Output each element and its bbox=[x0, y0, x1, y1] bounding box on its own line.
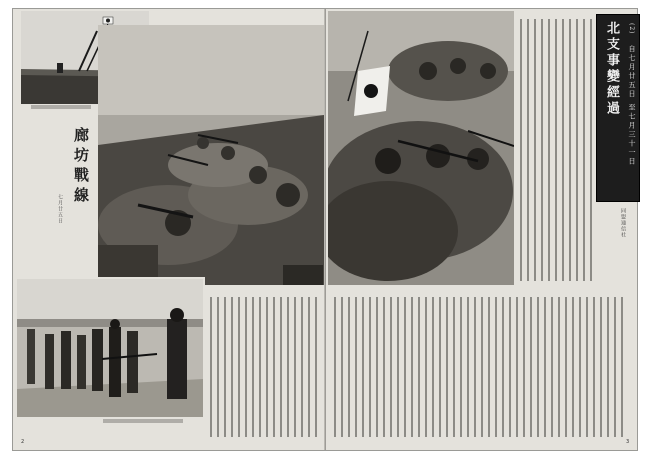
soldiers-group-photo bbox=[15, 277, 205, 419]
right-page-top-text bbox=[516, 13, 596, 285]
main-trench-photo-right bbox=[328, 11, 514, 285]
rooftop-photo-caption bbox=[31, 105, 91, 109]
trench-photo-right-graphic bbox=[328, 11, 514, 285]
article-date-range: 自七月廿五日 至七月三十一日 bbox=[628, 45, 636, 167]
trench-photo-left-graphic bbox=[98, 25, 324, 285]
left-page bbox=[13, 9, 326, 450]
main-trench-photo-left bbox=[98, 25, 324, 285]
battlefront-heading: 廊坊戰線 bbox=[72, 127, 90, 207]
left-page-text bbox=[206, 291, 321, 441]
article-byline: 同盟通信社 bbox=[620, 208, 626, 238]
right-page-bottom-text bbox=[330, 291, 632, 441]
right-page-number: 3 bbox=[626, 439, 630, 445]
soldiers-photo-caption bbox=[103, 419, 183, 423]
article-title-box bbox=[596, 14, 640, 202]
soldiers-group-photo-graphic bbox=[17, 279, 203, 417]
right-page bbox=[326, 9, 637, 450]
magazine-spread bbox=[12, 8, 638, 451]
article-part-number: (2) bbox=[628, 23, 635, 35]
article-title: 北支事變經過 bbox=[604, 21, 619, 117]
left-page-number: 2 bbox=[21, 439, 25, 445]
battlefront-date: 七月廿五日 bbox=[57, 194, 63, 224]
